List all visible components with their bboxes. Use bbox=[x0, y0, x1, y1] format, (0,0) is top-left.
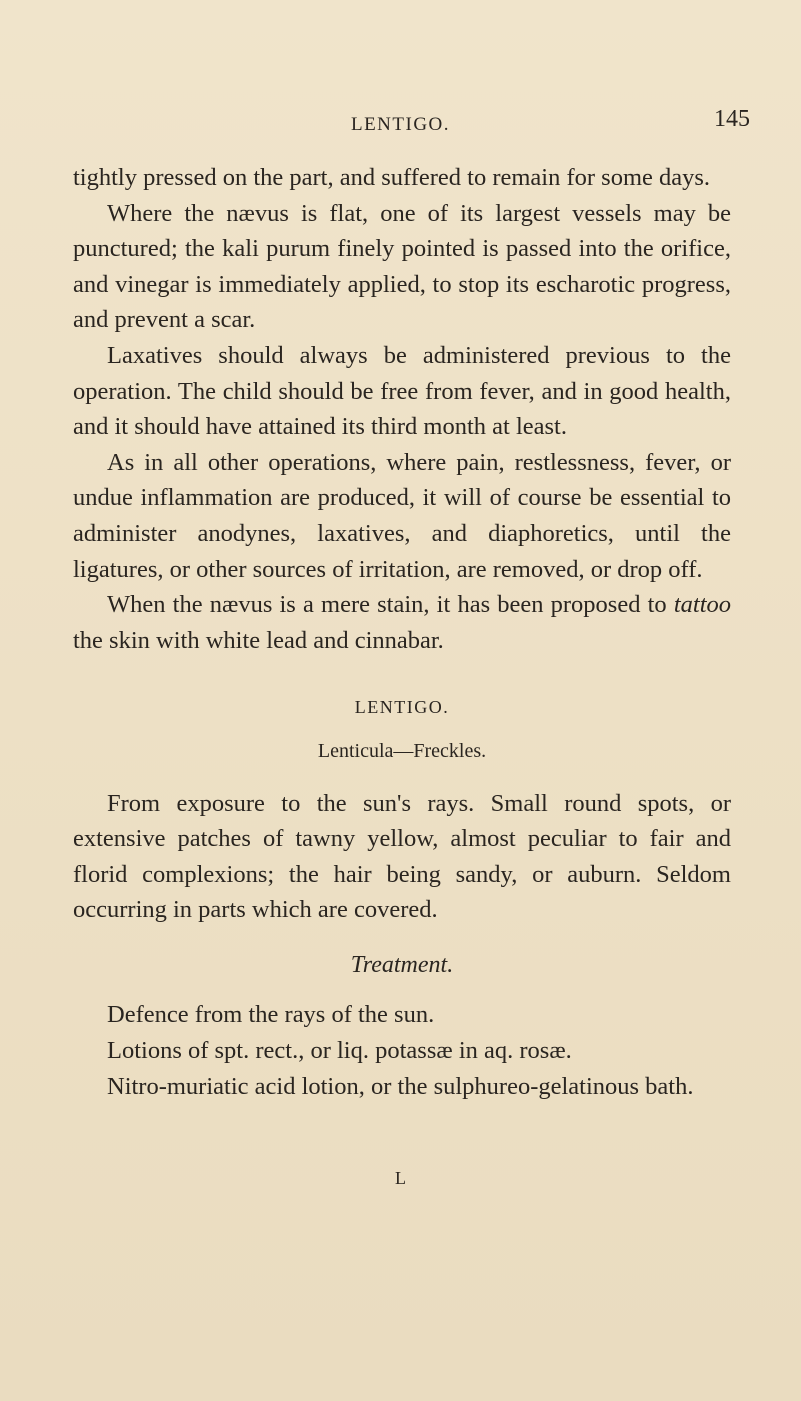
tattoo-text-before: When the nævus is a mere stain, it has been proposed to bbox=[107, 591, 674, 619]
running-head: LENTIGO. bbox=[350, 114, 451, 135]
tattoo-italic-word: tattoo bbox=[673, 591, 731, 619]
section-subtitle: Lenticula—Freckles. bbox=[317, 739, 487, 762]
section-title: LENTIGO. bbox=[354, 697, 450, 718]
paragraph-laxatives: Laxatives should always be administered previous to the operation. The child should be free from fever, and in good health, and it should have attained its third month at least. bbox=[73, 341, 731, 441]
tattoo-text-after: the skin with white lead and cinnabar. bbox=[73, 626, 444, 654]
paragraph-lentigo-description: From exposure to the sun's rays. Small round spots, or extensive patches of tawny yellow, almost peculiar to fair and florid complexions; the hair being sandy, or auburn. Seldom occurring in parts which are covered. bbox=[73, 789, 731, 924]
paragraph-tattoo bbox=[73, 587, 731, 658]
treatment-heading: Treatment. bbox=[350, 951, 454, 978]
paragraph-naevus-flat: Where the nævus is flat, one of its largest vessels may be punctured; the kali purum finely pointed is passed into the orifice, and vinegar is immediately applied, to stop its escharotic progress, and prevent a scar. bbox=[73, 199, 731, 334]
body-text bbox=[73, 160, 731, 1104]
page-number: 145 bbox=[714, 106, 750, 132]
signature-mark: L bbox=[395, 1168, 406, 1188]
treatment-item: Nitro-muriatic acid lotion, or the sulphureo-gelatinous bath. bbox=[107, 1072, 694, 1100]
treatment-item: Defence from the rays of the sun. bbox=[107, 1001, 435, 1029]
paragraph-operations: As in all other operations, where pain, restlessness, fever, or undue inflammation are produced, it will of course be essential to administer anodynes, laxatives, and diaphoretics, until the ligatures, or other sources of irritation, are removed, or drop off. bbox=[73, 448, 731, 583]
treatment-item: Lotions of spt. rect., or liq. potassæ in aq. rosæ. bbox=[107, 1037, 572, 1065]
paragraph-continuation: tightly pressed on the part, and suffered to remain for some days. bbox=[73, 164, 711, 191]
